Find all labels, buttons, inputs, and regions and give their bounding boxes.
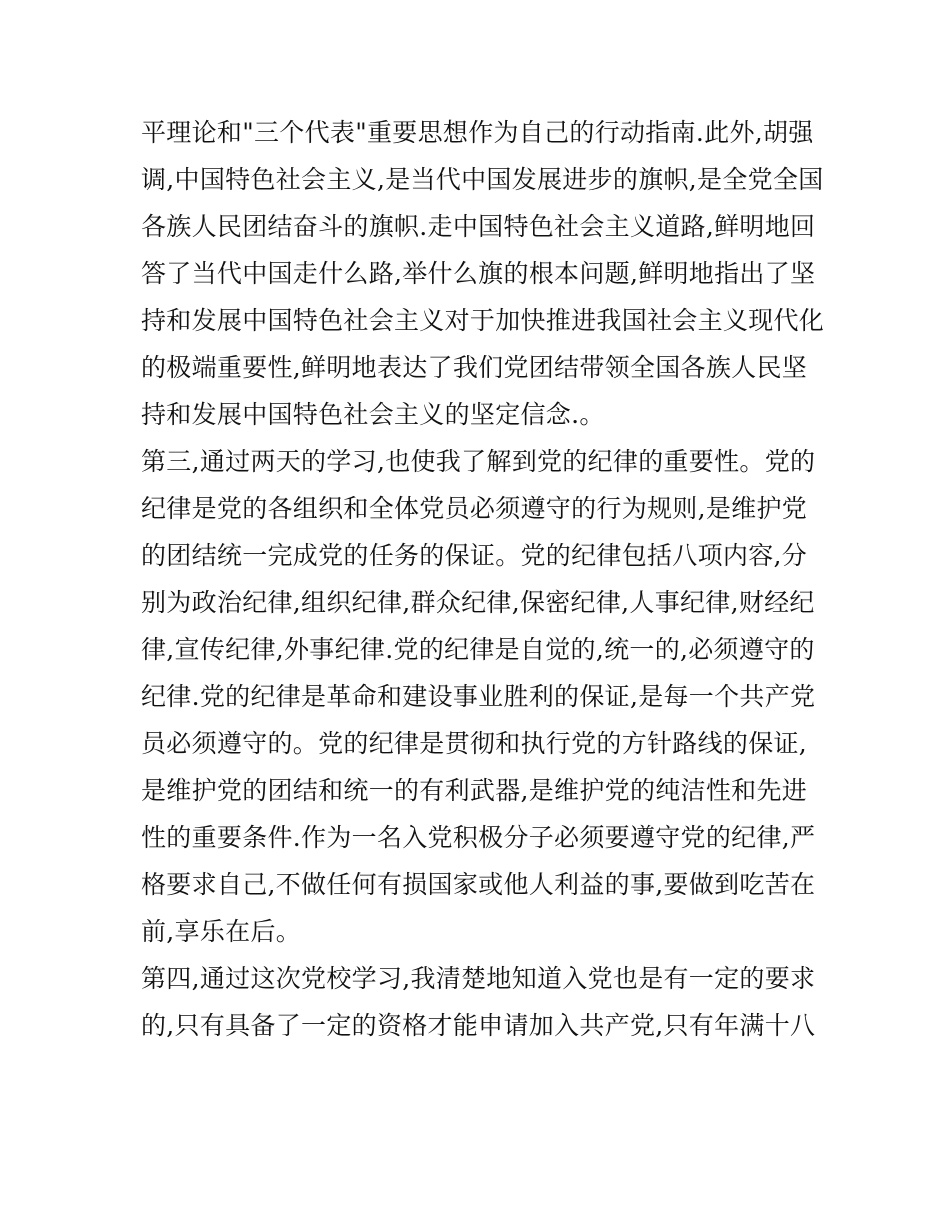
text-line: 纪律是党的各组织和全体党员必须遵守的行为规则,是维护党 xyxy=(141,494,808,523)
text-line: 答了当代中国走什么路,举什么旗的根本问题,鲜明地指出了坚 xyxy=(141,259,816,288)
text-line: 第四,通过这次党校学习,我清楚地知道入党也是有一定的要求 xyxy=(141,964,816,993)
text-line: 平理论和"三个代表"重要思想作为自己的行动指南.此外,胡强 xyxy=(141,118,814,147)
text-line: 调,中国特色社会主义,是当代中国发展进步的旗帜,是全党全国 xyxy=(141,165,824,194)
text-line: 前,享乐在后。 xyxy=(141,917,302,946)
text-line: 是维护党的团结和统一的有利武器,是维护党的纯洁性和先进 xyxy=(141,776,808,805)
text-line: 纪律.党的纪律是革命和建设事业胜利的保证,是每一个共产党 xyxy=(141,682,816,711)
text-line: 的团结统一完成党的任务的保证。党的纪律包括八项内容,分 xyxy=(141,541,808,570)
text-line: 第三,通过两天的学习,也使我了解到党的纪律的重要性。党的 xyxy=(141,447,816,476)
text-line: 别为政治纪律,组织纪律,群众纪律,保密纪律,人事纪律,财经纪 xyxy=(141,588,815,617)
text-line: 律,宣传纪律,外事纪律.党的纪律是自觉的,统一的,必须遵守的 xyxy=(141,635,815,664)
document-body xyxy=(141,109,825,1049)
text-line: 持和发展中国特色社会主义的坚定信念.。 xyxy=(141,400,605,429)
text-line: 的极端重要性,鲜明地表达了我们党团结带领全国各族人民坚 xyxy=(141,353,808,382)
text-line: 持和发展中国特色社会主义对于加快推进我国社会主义现代化 xyxy=(141,306,825,335)
text-line: 的,只有具备了一定的资格才能申请加入共产党,只有年满十八 xyxy=(141,1011,816,1040)
text-line: 性的重要条件.作为一名入党积极分子必须要遵守党的纪律,严 xyxy=(141,823,816,852)
text-line: 员必须遵守的。党的纪律是贯彻和执行党的方针路线的保证, xyxy=(141,729,808,758)
text-line: 格要求自己,不做任何有损国家或他人利益的事,要做到吃苦在 xyxy=(141,870,816,899)
text-line: 各族人民团结奋斗的旗帜.走中国特色社会主义道路,鲜明地回 xyxy=(141,212,816,241)
